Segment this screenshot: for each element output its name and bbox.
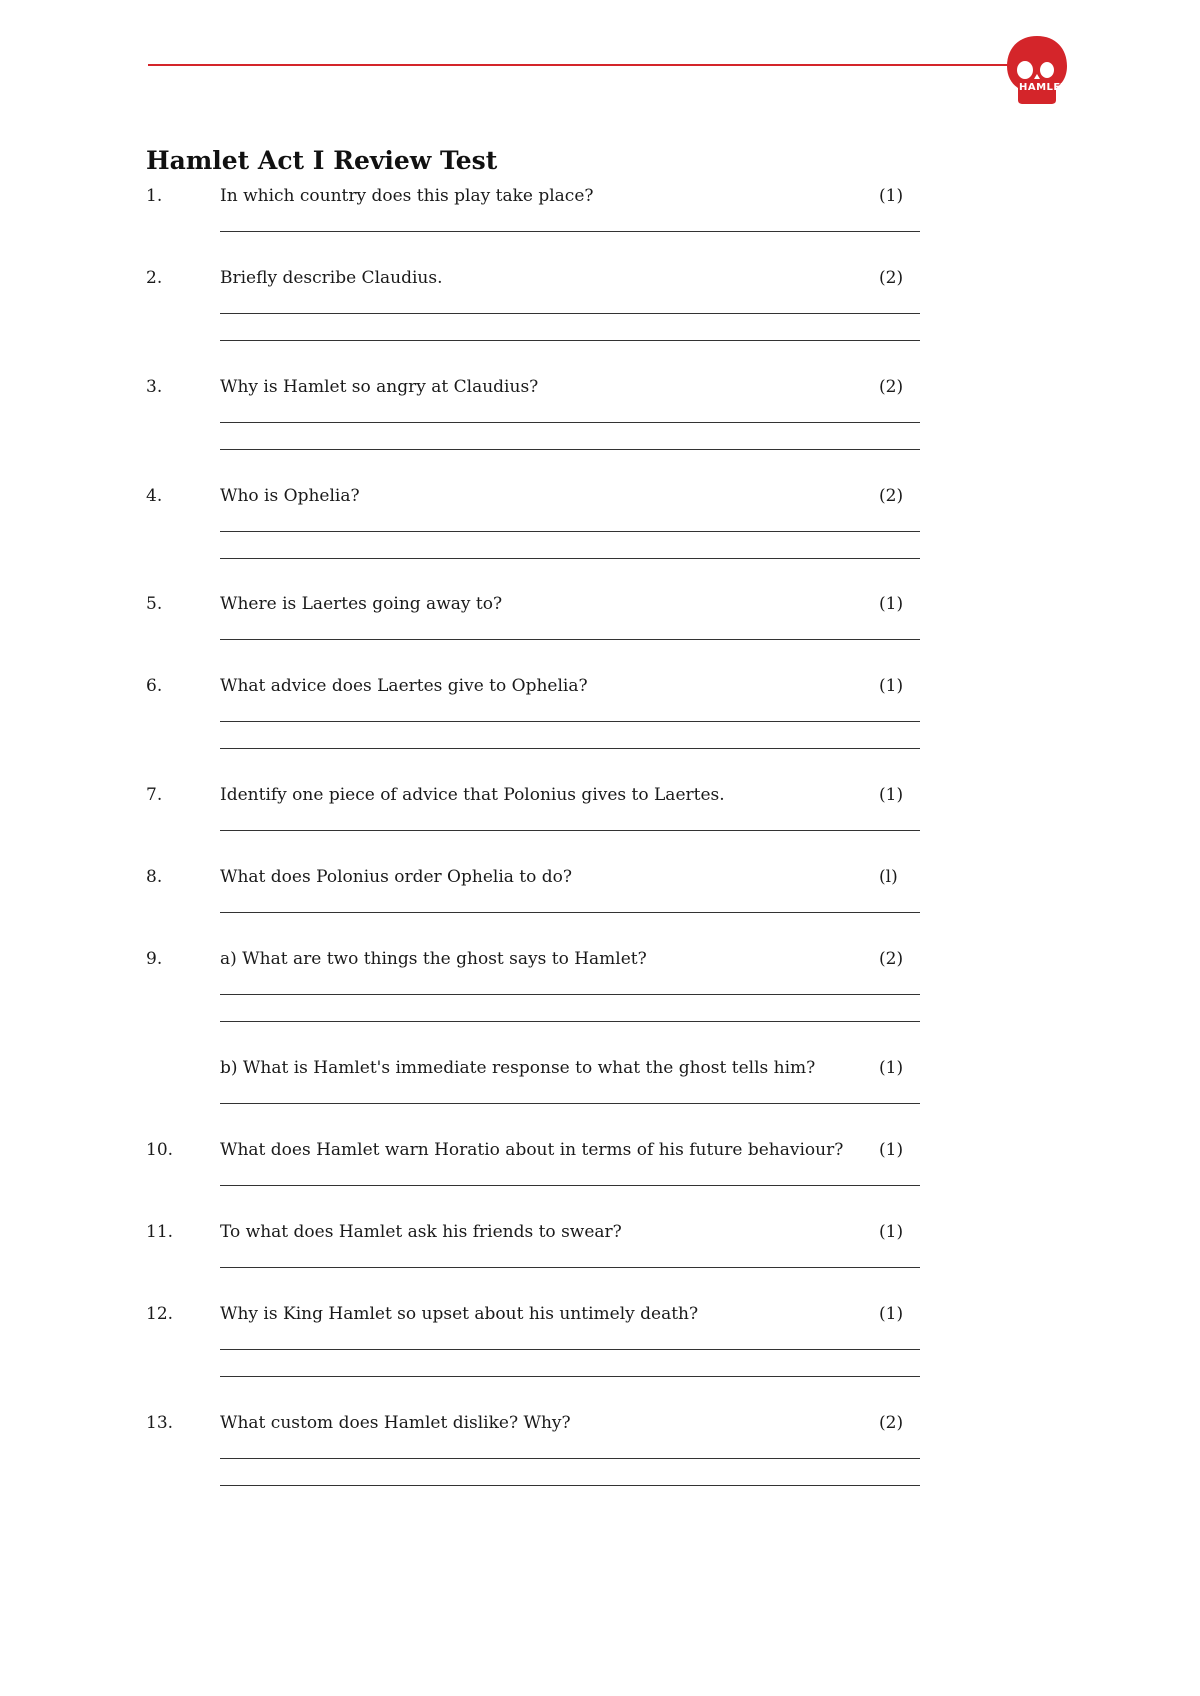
question-number: 1. [146,186,163,206]
question-5 [146,594,926,624]
question-12 [146,1222,926,1252]
question-number: 12. [146,1304,174,1324]
question-7 [146,785,926,815]
page-title: Hamlet Act I Review Test [146,146,498,175]
question-number: 3. [146,377,163,397]
question-2 [146,268,926,298]
answer-line[interactable] [220,1349,920,1350]
question-text: Who is Ophelia? [220,486,360,506]
question-3 [146,377,926,407]
question-text: b) What is Hamlet's immediate response to what the ghost tells him? [220,1058,816,1078]
question-text: Why is Hamlet so angry at Claudius? [220,377,539,397]
answer-line[interactable] [220,912,920,913]
question-marks: (1) [879,594,904,614]
answer-line[interactable] [220,449,920,450]
question-text: Why is King Hamlet so upset about his untimely death? [220,1304,699,1324]
logo-wordmark: HAMLET [1019,82,1069,93]
answer-line[interactable] [220,994,920,995]
question-marks: (1) [879,186,904,206]
question-number: 8. [146,867,163,887]
question-14 [146,1413,926,1443]
question-marks: (2) [879,1413,904,1433]
question-number: 13. [146,1413,174,1433]
question-number: 7. [146,785,163,805]
question-11 [146,1140,926,1170]
answer-line[interactable] [220,1021,920,1022]
question-marks: (1) [879,676,904,696]
answer-line[interactable] [220,231,920,232]
question-6 [146,676,926,706]
question-number: 11. [146,1222,174,1242]
question-text: What advice does Laertes give to Ophelia? [220,676,588,696]
question-number: 4. [146,486,163,506]
question-marks: (l) [879,867,898,887]
question-8 [146,867,926,897]
answer-line[interactable] [220,1458,920,1459]
question-text: Identify one piece of advice that Polonius gives to Laertes. [220,785,725,805]
answer-line[interactable] [220,1185,920,1186]
question-number: 5. [146,594,163,614]
question-text: What does Polonius order Ophelia to do? [220,867,572,887]
answer-line[interactable] [220,1376,920,1377]
question-number: 10. [146,1140,174,1160]
question-marks: (1) [879,1058,904,1078]
skull-icon [1003,34,1071,106]
answer-line[interactable] [220,1103,920,1104]
answer-line[interactable] [220,1485,920,1486]
question-marks: (1) [879,1222,904,1242]
question-10 [146,1058,926,1088]
answer-line[interactable] [220,748,920,749]
question-text: What does Hamlet warn Horatio about in terms of his future behaviour? [220,1140,844,1160]
answer-line[interactable] [220,558,920,559]
question-number: 2. [146,268,163,288]
answer-line[interactable] [220,340,920,341]
answer-line[interactable] [220,1267,920,1268]
question-number: 6. [146,676,163,696]
question-marks: (1) [879,785,904,805]
question-9 [146,949,926,979]
question-text: Briefly describe Claudius. [220,268,443,288]
question-marks: (2) [879,949,904,969]
answer-line[interactable] [220,313,920,314]
question-text: a) What are two things the ghost says to Hamlet? [220,949,647,969]
question-13 [146,1304,926,1334]
answer-line[interactable] [220,721,920,722]
answer-line[interactable] [220,422,920,423]
question-4 [146,486,926,516]
answer-line[interactable] [220,531,920,532]
question-marks: (1) [879,1140,904,1160]
header-rule [148,64,1010,66]
question-text: What custom does Hamlet dislike? Why? [220,1413,571,1433]
answer-line[interactable] [220,830,920,831]
question-marks: (2) [879,268,904,288]
question-marks: (1) [879,1304,904,1324]
question-marks: (2) [879,377,904,397]
question-text: In which country does this play take place? [220,186,594,206]
question-text: To what does Hamlet ask his friends to swear? [220,1222,622,1242]
question-marks: (2) [879,486,904,506]
question-text: Where is Laertes going away to? [220,594,503,614]
question-number: 9. [146,949,163,969]
question-1 [146,186,926,216]
answer-line[interactable] [220,639,920,640]
